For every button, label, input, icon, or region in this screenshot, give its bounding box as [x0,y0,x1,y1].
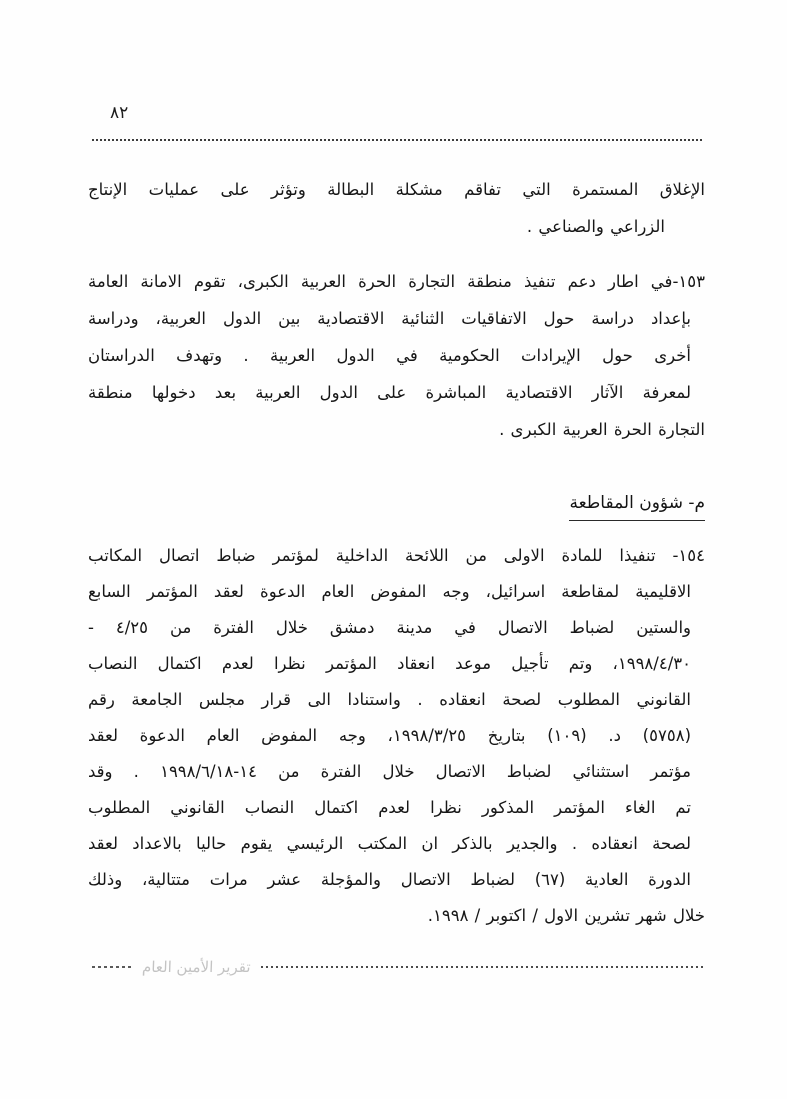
text-line: ١٥٤- تنفيذا للمادة الاولى من اللائحة الداخلية لمؤتمر ضباط اتصال المكاتب [88,546,705,565]
text-line: لصحة انعقاده . والجدير بالذكر ان المكتب الرئيسي يقوم حاليا بالاعداد لعقد [88,834,691,853]
text-line: خلال شهر تشرين الاول / اكتوبر / ١٩٩٨. [427,906,705,925]
text-line: الزراعي والصناعي . [526,217,665,236]
text-line: تم الغاء المؤتمر المذكور نظرا لعدم اكتمال النصاب القانوني المطلوب [88,798,691,817]
footer-dash-segment [92,966,132,968]
text-line: ١٥٣-في اطار دعم تنفيذ منطقة التجارة الحرة العربية الكبرى، تقوم الامانة العامة [88,272,705,291]
text-line: (٥٧٥٨) د. (١٠٩) بتاريخ ١٩٩٨/٣/٢٥، وجه المفوض العام الدعوة لعقد [88,726,691,745]
page-footer [92,958,703,976]
text-line: بإعداد دراسة حول الاتفاقيات الثنائية الاقتصادية بين الدول العربية، ودراسة [88,309,691,328]
section-heading-boycott-affairs [569,488,705,521]
footer-dotted-rule [261,966,703,968]
text-line: القانوني المطلوب لصحة انعقاده . واستنادا الى قرار مجلس الجامعة رقم [88,690,691,709]
paragraph-154 [88,538,705,934]
text-line: أخرى حول الإيرادات الحكومية في الدول العربية . وتهدف الدراستان [88,346,691,365]
page-number: ٨٢ [110,103,129,123]
text-line: الدورة العادية (٦٧) لضباط الاتصال والمؤجلة عشر مرات متتالية، وذلك [88,870,691,889]
text-line: التجارة الحرة العربية الكبرى . [499,420,705,439]
footer-watermark-text: تقرير الأمين العام [141,958,251,976]
paragraph-153 [88,263,705,448]
text-line: لمعرفة الآثار الاقتصادية المباشرة على الدول العربية بعد دخولها منطقة [88,383,691,402]
text-line: الاقليمية لمقاطعة اسرائيل، وجه المفوض العام الدعوة لعقد المؤتمر السابع [88,582,691,601]
header-dotted-rule [92,139,703,141]
text-line: والستين لضباط الاتصال في مدينة دمشق خلال الفترة من ٤/٢٥ - [88,618,692,637]
section-heading-text: م- شؤون المقاطعة [569,488,705,521]
text-line: الإغلاق المستمرة التي تفاقم مشكلة البطالة وتؤثر على عمليات الإنتاج [88,180,705,199]
text-line: ١٩٩٨/٤/٣٠، وتم تأجيل موعد انعقاد المؤتمر نظرا لعدم اكتمال النصاب [88,654,691,673]
text-line: مؤتمر استثنائي لضباط الاتصال خلال الفترة من ١٤-١٩٩٨/٦/١٨ . وقد [88,762,691,781]
intro-paragraph [88,171,705,245]
